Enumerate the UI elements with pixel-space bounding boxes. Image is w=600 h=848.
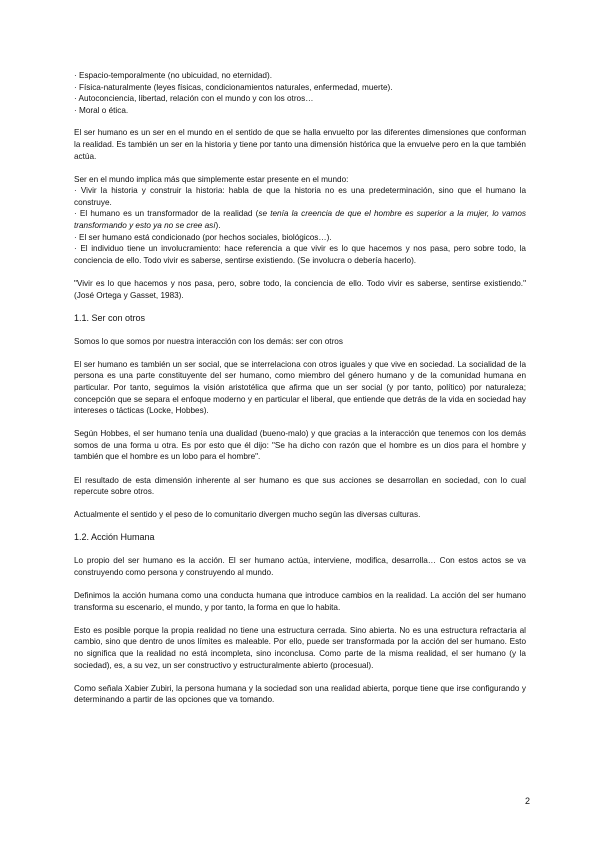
paragraph: Definimos la acción humana como una conducta humana que introduce cambios en la realidad. La acción del ser humano transforma su escenario, el mundo, y por tanto, la forma en que lo habita.: [74, 591, 526, 612]
paragraph: Somos lo que somos por nuestra interacción con los demás: ser con otros: [74, 336, 343, 346]
paragraph: El ser humano es un ser en el mundo en el sentido de que se halla envuelto por las diferentes dimensiones que conforman la realidad. Es también un ser en la historia y tiene por tanto una dimensión histórica que la envuelve pero en la que también actúa.: [74, 128, 526, 161]
list-item: · El individuo tiene un involucramiento: hace referencia a que vivir es lo que hacemos y nos pasa, pero sobre todo, la conciencia de ello. Todo vivir es saberse, sentirse existiendo. (Se involucra o debería hacerlo).: [74, 244, 526, 265]
paragraph: Esto es posible porque la propia realidad no tiene una estructura cerrada. Sino abierta. No es una estructura refractaria al cambio, sino que dentro de unos límites es maleable. Por ello, puede ser transformada por la acción del ser humano. Esto no significa que la realidad no está incompleta, sino inconclusa. Como parte de la misma realidad, el ser humano (y la sociedad), es, a su vez, un ser constructivo y estructuralmente abierto (procesual).: [74, 625, 526, 670]
list-item: · Vivir la historia y construir la historia: habla de que la historia no es una predeterminación, sino que el humano la construye.: [74, 186, 526, 207]
page-number: 2: [524, 796, 530, 806]
section-heading-ser-con-otros: 1.1. Ser con otros: [74, 312, 146, 323]
list-item: · Autoconciencia, libertad, relación con el mundo y con los otros…: [74, 94, 314, 104]
limitations-list: [74, 70, 526, 116]
document-page: [74, 70, 526, 717]
list-item: · Moral o ética.: [74, 105, 129, 115]
list-item: · El ser humano está condicionado (por hechos sociales, biológicos…).: [74, 232, 332, 242]
list-intro: Ser en el mundo implica más que simplemente estar presente en el mundo:: [74, 174, 349, 184]
quote: "Vivir es lo que hacemos y nos pasa, pero, sobre todo, la conciencia de ello. Todo vivir es saberse, sentirse existiendo." (José Ortega y Gasset, 1983).: [74, 278, 526, 300]
section-heading-accion-humana: 1.2. Acción Humana: [74, 532, 155, 543]
paragraph: El resultado de esta dimensión inherente al ser humano es que sus acciones se desarrollan en sociedad, con lo cual repercute sobre otros.: [74, 475, 526, 497]
list-item: · El humano es un transformador de la realidad (se tenía la creencia de que el hombre es superior a la mujer, lo vamos transformando y esto ya no se cree así).: [74, 209, 527, 231]
ser-en-el-mundo-list: [74, 174, 526, 267]
paragraph: Como señala Xabier Zubiri, la persona humana y la sociedad son una realidad abierta, porque tiene que irse configurando y determinando a partir de las opciones que va tomando.: [74, 683, 526, 705]
italic-note: se tenía la creencia de que el hombre es superior a la mujer, lo vamos transformando y esto ya no se cree así: [74, 209, 527, 231]
paragraph: El ser humano es también un ser social, que se interrelaciona con otros iguales y que vive en sociedad. La socialidad de la persona es una parte constituyente del ser humano, como miembro del género humano y de la comunidad humana en particular. Por tanto, seguimos la visión aristotélica que afirma que un ser social (y por tanto, político) por naturaleza; concepción que se separa el enfoque moderno y en particular el liberal, que entiende que detrás de la vida en sociedad hay intereses o tácticas (Locke, Hobbes).: [74, 359, 526, 416]
paragraph: Según Hobbes, el ser humano tenía una dualidad (bueno-malo) y que gracias a la interacción que tenemos con los demás somos de una forma u otra. Es por esto que él dijo: "Se ha dicho con razón que el hombre es un dios para el hombre y también que el hombre es un lobo para el hombre".: [74, 429, 526, 462]
list-item: · Espacio-temporalmente (no ubicuidad, no eternidad).: [74, 71, 272, 80]
list-item: · Física-naturalmente (leyes físicas, condicionamientos naturales, enfermedad, muerte).: [74, 82, 393, 92]
paragraph: Lo propio del ser humano es la acción. El ser humano actúa, interviene, modifica, desarrolla… Con estos actos se va construyendo como persona y construyendo al mundo.: [74, 556, 526, 577]
paragraph: Actualmente el sentido y el peso de lo comunitario divergen mucho según las diversas culturas.: [74, 510, 421, 520]
